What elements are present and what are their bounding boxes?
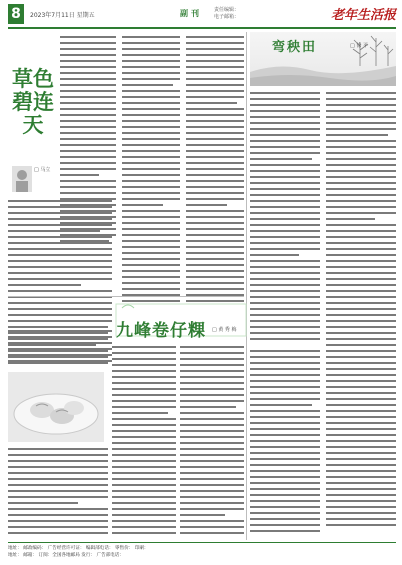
article3-body-col0-top: [8, 302, 108, 368]
article1-body-col2: [122, 36, 180, 306]
article2-body-col2: [326, 92, 396, 530]
page-number: 8: [8, 4, 24, 24]
article3-title: 九峰卷仔粿: [116, 321, 206, 341]
article3-author: □ 黄 秀 梅: [212, 327, 237, 333]
masthead-logo: 老年生活报: [330, 8, 396, 23]
section-divider: [8, 296, 244, 297]
header-rule: [8, 27, 396, 29]
article2-author: □ 徐 平: [350, 43, 368, 49]
article1-title: 草色碧连天: [12, 67, 54, 137]
rice-roll-photo-icon: [8, 372, 104, 442]
column-divider: [246, 32, 247, 540]
section-name: 副刊: [180, 9, 202, 18]
article3-body-col0-bottom: [8, 448, 108, 538]
editor-info: [214, 7, 239, 21]
issue-date: 2023年7月11日 星期五: [30, 12, 95, 19]
editor-line: 责任编辑：: [214, 7, 240, 13]
article2-title: 弯秧田: [272, 40, 318, 55]
footer-line: 地址： 邮政编码： 广告经营许可证： 编辑部电话： 零售价： 印刷：: [8, 546, 149, 551]
article1-body-col3: [186, 36, 244, 306]
page-footer: [8, 542, 396, 559]
article1-author: □ 马立: [34, 167, 51, 173]
article3-body-col1: [112, 346, 176, 538]
article2-body-col3: [250, 350, 320, 536]
author-portrait-icon: [12, 166, 32, 192]
article3-body-col2: [180, 346, 244, 538]
email-line: 电子邮箱：: [214, 14, 240, 20]
footer-line: 地址： 邮箱： 订阅：全国各地邮局 发行： 广告部电话：: [8, 553, 125, 558]
article2-body-col1: [250, 92, 320, 344]
page-header: [8, 4, 396, 26]
